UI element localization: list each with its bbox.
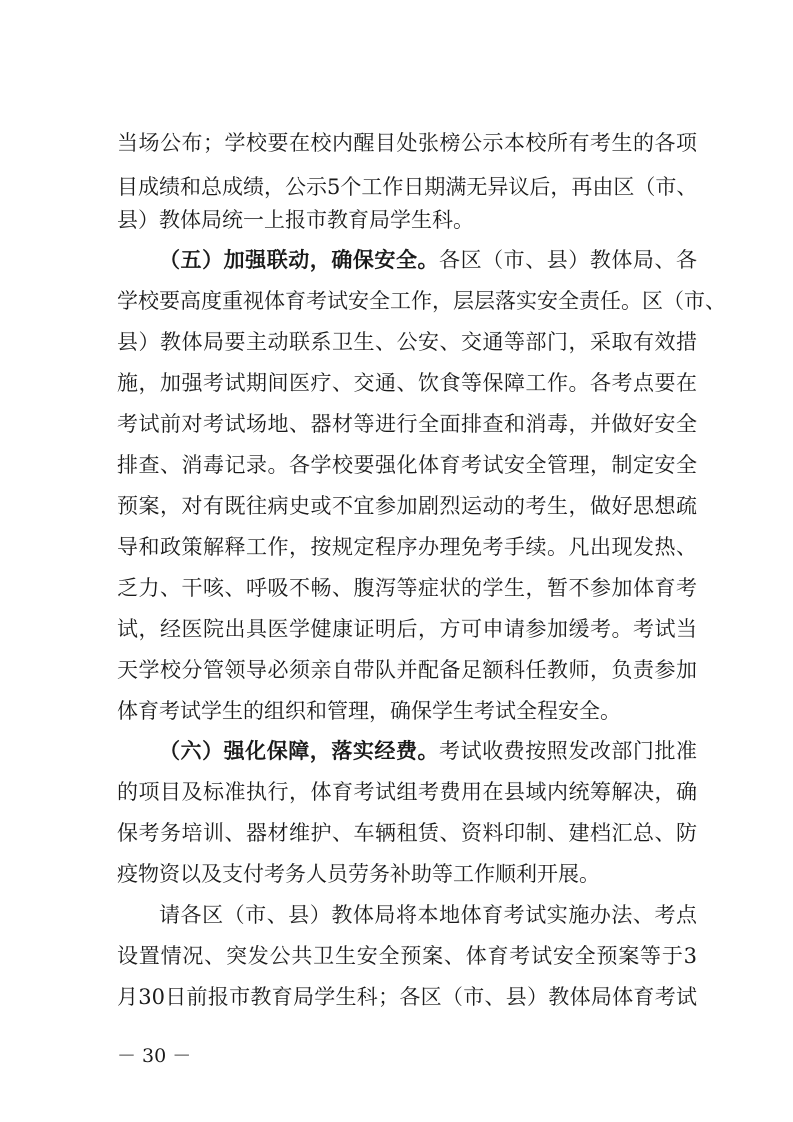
- line-text: 导和政策解释工作，按规定程序办理免考手续。凡出现发热、: [117, 535, 697, 559]
- line-text: 保考务培训、器材维护、车辆租赁、资料印制、建档汇总、防: [117, 821, 697, 845]
- section-heading-line: [159, 734, 697, 768]
- paragraph-line: [117, 857, 697, 891]
- section-heading: （六）强化保障，落实经费。: [159, 739, 440, 763]
- line-text: 设置情况、突发公共卫生安全预案、体育考试安全预案等于3: [117, 944, 697, 968]
- line-text: 疫物资以及支付考务人员劳务补助等工作顺利开展。: [117, 862, 600, 886]
- line-text: 学校要高度重视体育考试安全工作，层层落实安全责任。区（市、: [117, 289, 726, 313]
- line-text: 施，加强考试期间医疗、交通、饮食等保障工作。各考点要在: [117, 371, 697, 395]
- paragraph-line: [117, 816, 697, 850]
- line-text: 考试前对考试场地、器材等进行全面排查和消毒，并做好安全: [117, 412, 697, 436]
- section-heading-line: [159, 243, 697, 277]
- line-text: 试，经医院出具医学健康证明后，方可申请参加缓考。考试当: [117, 617, 697, 641]
- paragraph-line: [117, 407, 697, 441]
- line-text: 各区（市、县）教体局、各: [439, 248, 698, 272]
- paragraph-line: [117, 325, 697, 359]
- line-text: 县）教体局统一上报市教育局学生科。: [117, 208, 474, 232]
- line-text: 县）教体局要主动联系卫生、公安、交通等部门，采取有效措: [117, 330, 697, 354]
- paragraph-line: [117, 366, 697, 400]
- line-text: 目成绩和总成绩，公示5个工作日期满无异议后，再由区（市、: [117, 175, 698, 199]
- paragraph-line: [159, 898, 697, 932]
- line-text: 的项目及标准执行，体育考试组考费用在县域内统筹解决，确: [117, 780, 697, 804]
- paragraph-line: [117, 939, 697, 973]
- paragraph-line: [117, 489, 697, 523]
- paragraph-line: [117, 284, 726, 318]
- paragraph-line: [117, 448, 697, 482]
- line-text: 月30日前报市教育局学生科；各区（市、县）教体局体育考试: [117, 985, 697, 1009]
- paragraph-line: [117, 170, 697, 204]
- line-text: 天学校分管领导必须亲自带队并配备足额科任教师，负责参加: [117, 658, 697, 682]
- paragraph-line: [117, 126, 697, 160]
- line-text: 预案，对有既往病史或不宜参加剧烈运动的考生，做好思想疏: [117, 494, 697, 518]
- paragraph-line: [117, 775, 697, 809]
- paragraph-line: [117, 571, 697, 605]
- line-text: 排查、消毒记录。各学校要强化体育考试安全管理，制定安全: [117, 453, 697, 477]
- paragraph-line: [117, 203, 697, 237]
- line-text: 考试收费按照发改部门批准: [439, 739, 698, 763]
- line-text: 体育考试学生的组织和管理，确保学生考试全程安全。: [117, 699, 621, 723]
- page-number: － 30 －: [117, 1045, 192, 1067]
- paragraph-line: [117, 694, 697, 728]
- paragraph-line: [117, 653, 697, 687]
- paragraph-line: [117, 980, 697, 1014]
- line-text: 当场公布；学校要在校内醒目处张榜公示本校所有考生的各项: [117, 131, 697, 155]
- paragraph-line: [117, 612, 697, 646]
- section-heading: （五）加强联动，确保安全。: [159, 248, 440, 272]
- paragraph-line: [117, 530, 697, 564]
- line-text: 乏力、干咳、呼吸不畅、腹泻等症状的学生，暂不参加体育考: [117, 576, 697, 600]
- line-text: 请各区（市、县）教体局将本地体育考试实施办法、考点: [159, 903, 697, 927]
